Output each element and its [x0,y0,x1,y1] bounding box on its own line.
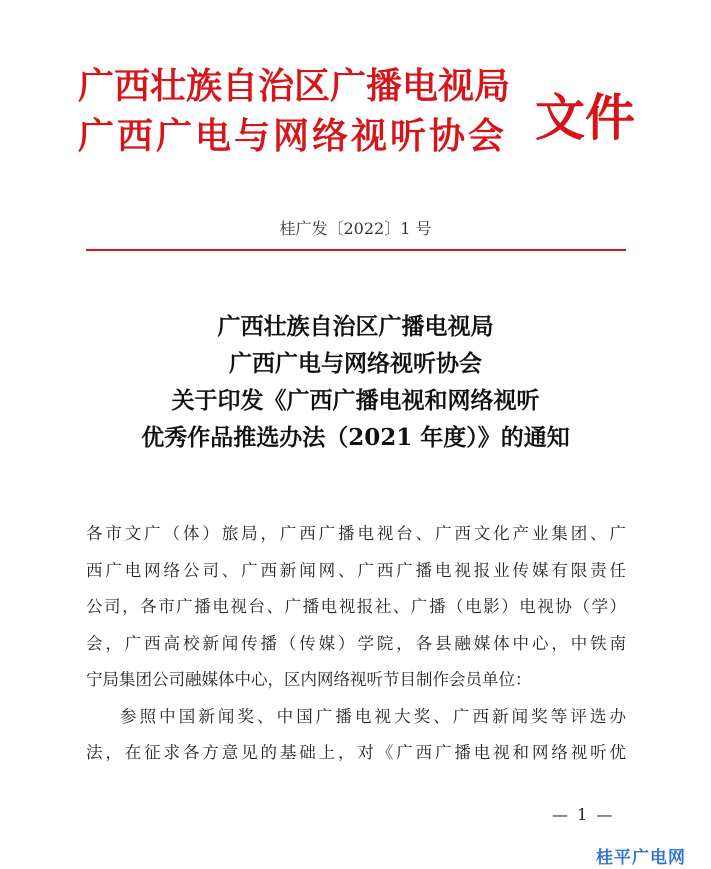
body-line: 各市文广（体）旅局，广西广播电视台、广西文化产业集团、广 [86,524,626,543]
notice-title [0,308,711,456]
body-line: 参照中国新闻奖、中国广播电视大奖、广西新闻奖等评选办 [120,706,626,726]
title-line: 广西壮族自治区广播电视局 [217,313,494,340]
body-text [86,516,626,772]
agency-name-1: 广西壮族自治区广播电视局 [78,65,511,107]
document-header [78,62,638,172]
page-number: — 1 — [552,805,615,824]
body-line: 法，在征求各方意见的基础上，对《广西广播电视和网络视听优 [86,743,626,762]
title-line: 关于印发《广西广播电视和网络视听 [171,387,540,414]
title-line: 优秀作品推选办法（2021 年度）》的通知 [141,424,570,451]
site-watermark: 桂平广电网 [596,848,686,868]
body-line: 宁局集团公司融媒体中心，区内网络视听节目制作会员单位： [86,670,532,689]
agency-name-2: 广西广电与网络视听协会 [78,115,508,157]
red-divider [86,249,626,251]
body-line: 会，广西高校新闻传播（传媒）学院，各县融媒体中心，中铁南 [86,633,626,653]
body-line: 公司，各市广播电视台、广播电视报社、广播（电影）电视协（学） [86,597,626,616]
title-line: 广西广电与网络视听协会 [229,350,482,377]
document-number: 桂广发〔2022〕1 号 [279,219,432,238]
document-label: 文件 [535,88,635,147]
body-line: 西广电网络公司、广西新闻网、广西广播电视报业传媒有限责任 [86,560,626,580]
